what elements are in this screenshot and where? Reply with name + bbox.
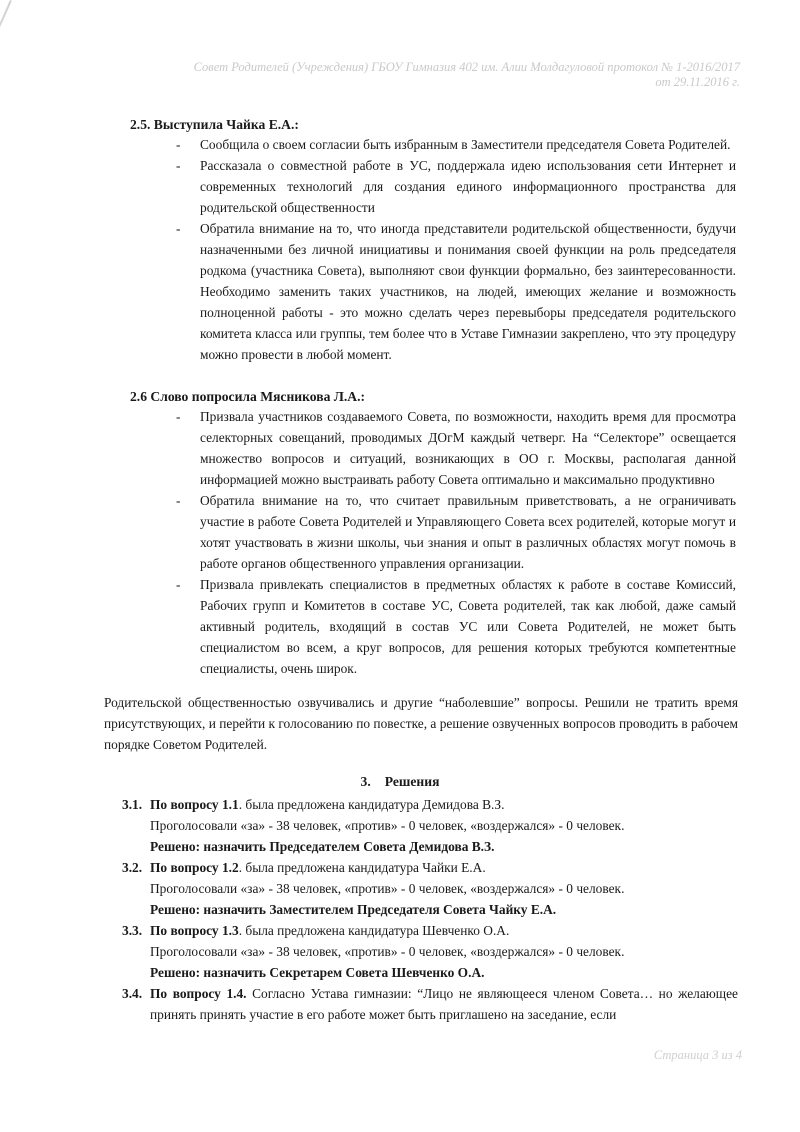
vote-result: Проголосовали «за» - 38 человек, «против» - 0 человек, «воздержался» - 0 человек. — [150, 818, 625, 833]
decision-number: 3.1. — [122, 797, 143, 812]
decision-item — [122, 920, 738, 983]
question-ref: По вопросу 1.4. — [150, 986, 247, 1001]
candidate-text: . была предложена кандидатура Демидова В.З. — [238, 797, 505, 812]
section-3-title: Решения — [384, 774, 440, 789]
list-item — [176, 490, 736, 574]
list-item-text: Рассказала о совместной работе в УС, поддержала идею использования сети Интернет и современных технологий для создания единого информационного пространства для родительской общественности — [200, 158, 736, 215]
page-number: Страница 3 из 4 — [653, 1048, 742, 1062]
decision-item — [122, 857, 738, 920]
question-ref: По вопросу 1.2 — [150, 860, 239, 875]
list-item — [176, 134, 736, 155]
decision-number: 3.3. — [122, 923, 143, 938]
dash-marker: - — [176, 493, 181, 508]
decision-item — [122, 983, 738, 1025]
list-item-text: Обратила внимание на то, что считает правильным приветствовать, а не ограничивать участие в работе Совета Родителей и Управляющего Совета всех родителей, которые могут и хотят участвовать в жизни школы, чьи знания и опыт в различных областях могут помочь в работе органов общественного управления организации. — [200, 493, 736, 571]
section-2-5-title: 2.5. Выступила Чайка Е.А.: — [130, 117, 299, 132]
section-2-6-list — [176, 406, 736, 679]
header-line-2: от 29.11.2016 г. — [655, 75, 740, 89]
dash-marker: - — [176, 409, 181, 424]
section-2-6-title: 2.6 Слово попросила Мясникова Л.А.: — [130, 389, 366, 404]
list-item-text: Сообщила о своем согласии быть избранным в Заместители председателя Совета Родителей. — [200, 137, 731, 152]
decision-text: Решено: назначить Секретарем Совета Шевченко О.А. — [150, 965, 485, 980]
summary-paragraph: Родительской общественностью озвучивались и другие “наболевшие” вопросы. Решили не тратить время присутствующих, и перейти к голосованию по повестке, а решение озвученных вопросов проводить в рабочем порядке Советом Родителей. — [104, 695, 738, 752]
list-item-text: Призвала привлекать специалистов в предметных областях к работе в составе Комиссий, Рабочих групп и Комитетов в составе УС, Совета родителей, так как любой, даже самый активный родитель, входящий в состав УС или Совета Родителей, не может быть специалистом во всем, а круг вопросов, для решения которых требуются компетентные специалисты, очень широк. — [200, 577, 736, 676]
decision-number: 3.2. — [122, 860, 143, 875]
list-item-text: Обратила внимание на то, что иногда представители родительской общественности, будучи назначенными без личной инициативы и понимания своей функции на роль председателя родкома (участника Совета), выполняют свои функции формально, без заинтересованности. Необходимо заменить таких участников, на людей, имеющих желание и возможность полноценной работы - это можно сделать через перевыборы председателя родительского комитета класса или группы, тем более что в Уставе Гимназии закреплено, что эту процедуру можно провести в любой момент. — [200, 221, 736, 362]
list-item — [176, 574, 736, 679]
dash-marker: - — [176, 577, 181, 592]
decision-text: Решено: назначить Заместителем Председателя Совета Чайку Е.А. — [150, 902, 557, 917]
dash-marker: - — [176, 221, 181, 236]
header-line-1: Совет Родителей (Учреждения) ГБОУ Гимназия 402 им. Алии Молдагуловой протокол № 1-2016/2017 — [193, 60, 740, 74]
candidate-text: . была предложена кандидатура Шевченко О.А. — [238, 923, 510, 938]
question-ref: По вопросу 1.1 — [150, 797, 239, 812]
decision-number: 3.4. — [122, 986, 143, 1001]
section-3-number: 3. — [360, 774, 371, 789]
vote-result: Проголосовали «за» - 38 человек, «против» - 0 человек, «воздержался» - 0 человек. — [150, 881, 625, 896]
dash-marker: - — [176, 137, 181, 152]
decisions-list — [122, 794, 738, 1025]
dash-marker: - — [176, 158, 181, 173]
section-3-heading — [0, 771, 800, 792]
decision-item — [122, 794, 738, 857]
question-ref: По вопросу 1.3 — [150, 923, 239, 938]
candidate-text: . была предложена кандидатура Чайки Е.А. — [238, 860, 486, 875]
statute-text: Согласно Устава гимназии: “Лицо не являющееся членом Совета… но желающее принять принять участие в его работе может быть приглашено на заседание, если — [150, 986, 738, 1022]
page-header — [194, 60, 740, 90]
section-2-5-list — [176, 134, 736, 365]
list-item — [176, 406, 736, 490]
list-item-text: Призвала участников создаваемого Совета, по возможности, находить время для просмотра селекторных совещаний, проводимых ДОгМ каждый четверг. На “Селекторе” освещается множество вопросов и ситуаций, возникающих в ОО г. Москвы, располагая данной информацией можно выстраивать работу Совета оптимально и максимально продуктивно — [200, 409, 736, 487]
list-item — [176, 218, 736, 365]
scan-artifact-line — [0, 0, 12, 120]
vote-result: Проголосовали «за» - 38 человек, «против» - 0 человек, «воздержался» - 0 человек. — [150, 944, 625, 959]
decision-text: Решено: назначить Председателем Совета Демидова В.З. — [150, 839, 495, 854]
list-item — [176, 155, 736, 218]
